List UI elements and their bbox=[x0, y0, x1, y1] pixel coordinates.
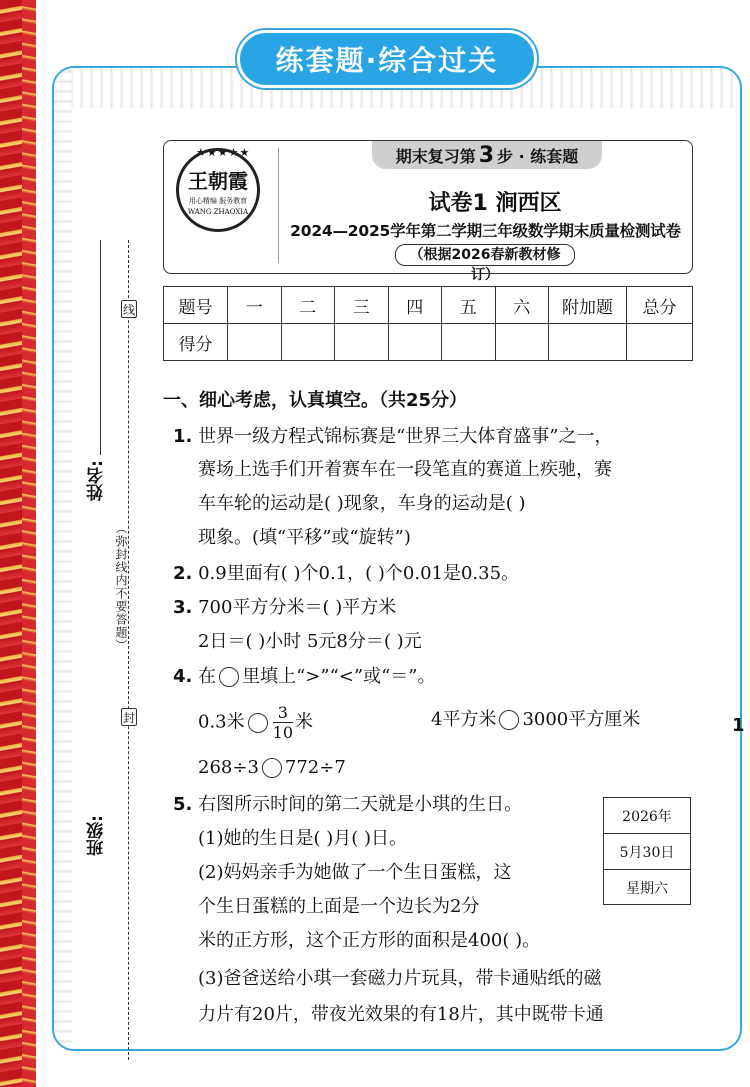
name-label: 姓名: bbox=[87, 460, 107, 501]
binding-seal-char: 封 bbox=[121, 708, 137, 726]
question-5 bbox=[173, 788, 522, 821]
score-cell[interactable] bbox=[627, 324, 693, 361]
question-5-line: (3)爸爸送给小琪一套磁力片玩具，带卡通贴纸的磁 bbox=[198, 968, 602, 989]
compare-item-b bbox=[431, 703, 640, 736]
question-text: 里填上“>”“<”或“＝”。 bbox=[242, 666, 436, 687]
question-3-line: 2日＝( )小时 5元8分＝( )元 bbox=[198, 631, 422, 652]
score-cell[interactable] bbox=[549, 324, 627, 361]
fraction-numerator: 3 bbox=[273, 703, 293, 723]
question-5-line: (2)妈妈亲手为她做了一个生日蛋糕，这 bbox=[198, 862, 512, 883]
compare-left: 268÷3 bbox=[198, 757, 259, 778]
question-1-line: 车车轮的运动是( )现象，车身的运动是( ) bbox=[198, 493, 526, 514]
question-5-line: 米的正方形，这个正方形的面积是400( )。 bbox=[198, 930, 541, 951]
logo-stars-icon: ★★★★★ bbox=[196, 146, 251, 159]
question-4 bbox=[173, 660, 436, 693]
question-5-line: (1)她的生日是( )月( )日。 bbox=[198, 828, 408, 849]
paper-title: 试卷1 涧西区 bbox=[428, 191, 562, 216]
question-text: 700平方分米＝( )平方米 bbox=[198, 597, 397, 618]
logo-subtext: 用心精编 服务教育 bbox=[188, 196, 248, 205]
question-5-line: 力片有20片，带夜光效果的有18片，其中既带卡通 bbox=[198, 1004, 604, 1025]
question-text: 0.9里面有( )个0.1，( )个0.01是0.35。 bbox=[198, 563, 520, 584]
publisher-logo bbox=[176, 148, 260, 232]
question-5-line: 个生日蛋糕的上面是一个边长为2分 bbox=[198, 896, 480, 917]
score-table-score-row bbox=[164, 324, 693, 361]
binding-line-char: 线 bbox=[121, 300, 137, 318]
score-header-cell: 题号 bbox=[164, 287, 228, 324]
compare-right-unit: 米 bbox=[295, 711, 313, 733]
tag-step-number: 3 bbox=[478, 142, 495, 168]
score-header-cell: 附加题 bbox=[549, 287, 627, 324]
compare-circle-icon bbox=[219, 667, 239, 687]
score-cell[interactable] bbox=[228, 324, 282, 361]
fraction bbox=[273, 703, 293, 742]
calendar-year: 2026年 bbox=[604, 798, 690, 834]
compare-right: 3000平方厘米 bbox=[522, 709, 641, 730]
compare-right: 772÷7 bbox=[284, 757, 346, 778]
score-row-label: 得分 bbox=[164, 324, 228, 361]
score-table bbox=[163, 286, 693, 361]
question-text: 右图所示时间的第二天就是小琪的生日。 bbox=[198, 794, 523, 815]
tag-suffix: 步 · 练套题 bbox=[497, 146, 579, 166]
question-number: 3. bbox=[173, 597, 193, 618]
section-1-heading: 一、细心考虑，认真填空。（共25分） bbox=[163, 390, 468, 411]
score-header-cell: 总分 bbox=[627, 287, 693, 324]
score-header-cell: 三 bbox=[335, 287, 389, 324]
score-header-cell: 五 bbox=[442, 287, 496, 324]
revision-note: （根据2026春新教材修订） bbox=[395, 244, 575, 266]
compare-left: 4平方米 bbox=[431, 709, 497, 730]
question-text: 世界一级方程式锦标赛是“世界三大体育盛事”之一， bbox=[198, 426, 613, 447]
decorative-ribbon-inner bbox=[22, 0, 36, 1087]
logo-ring-text: WANG ZHAOXIA bbox=[187, 207, 249, 216]
page-edge-number: 1 bbox=[732, 715, 745, 736]
class-label: 班级: bbox=[87, 815, 107, 856]
score-table-header-row bbox=[164, 287, 693, 324]
name-underline bbox=[100, 240, 101, 455]
question-number: 2. bbox=[173, 563, 193, 584]
compare-left: 0.3米 bbox=[198, 711, 245, 733]
score-cell[interactable] bbox=[281, 324, 335, 361]
tag-prefix: 期末复习第 bbox=[395, 146, 476, 166]
score-cell[interactable] bbox=[335, 324, 389, 361]
question-1 bbox=[173, 420, 613, 453]
question-1-line: 现象。(填“平移”或“旋转”) bbox=[198, 527, 411, 548]
compare-item-c bbox=[198, 751, 346, 784]
calendar-date: 5月30日 bbox=[604, 834, 690, 870]
question-number: 5. bbox=[173, 794, 193, 815]
binding-note: （弥封线内不要答题） bbox=[114, 522, 128, 652]
score-cell[interactable] bbox=[388, 324, 442, 361]
score-cell[interactable] bbox=[495, 324, 549, 361]
question-text: 在 bbox=[198, 666, 217, 687]
score-header-cell: 四 bbox=[388, 287, 442, 324]
compare-item-a bbox=[198, 703, 313, 742]
score-header-cell: 六 bbox=[495, 287, 549, 324]
score-cell[interactable] bbox=[442, 324, 496, 361]
fraction-denominator: 10 bbox=[272, 723, 293, 742]
review-step-tag bbox=[372, 141, 602, 169]
question-number: 1. bbox=[173, 426, 193, 447]
score-header-cell: 一 bbox=[228, 287, 282, 324]
question-3 bbox=[173, 591, 396, 624]
question-1-line: 赛场上选手们开着赛车在一段笔直的赛道上疾驰，赛 bbox=[198, 459, 612, 480]
score-header-cell: 二 bbox=[281, 287, 335, 324]
banner-title: 练套题·综合过关 bbox=[237, 30, 537, 88]
question-2 bbox=[173, 557, 519, 590]
logo-text: 王朝霞 bbox=[188, 168, 248, 193]
answer-circle[interactable] bbox=[499, 710, 519, 730]
wave-pattern-left bbox=[54, 68, 72, 1049]
question-number: 4. bbox=[173, 666, 193, 687]
calendar-card bbox=[603, 797, 691, 905]
paper-subtitle: 2024—2025学年第二学期三年级数学期末质量检测试卷 bbox=[290, 222, 681, 240]
calendar-weekday: 星期六 bbox=[626, 881, 668, 897]
header-divider bbox=[278, 148, 279, 263]
answer-circle[interactable] bbox=[262, 758, 282, 778]
answer-circle[interactable] bbox=[248, 713, 268, 733]
